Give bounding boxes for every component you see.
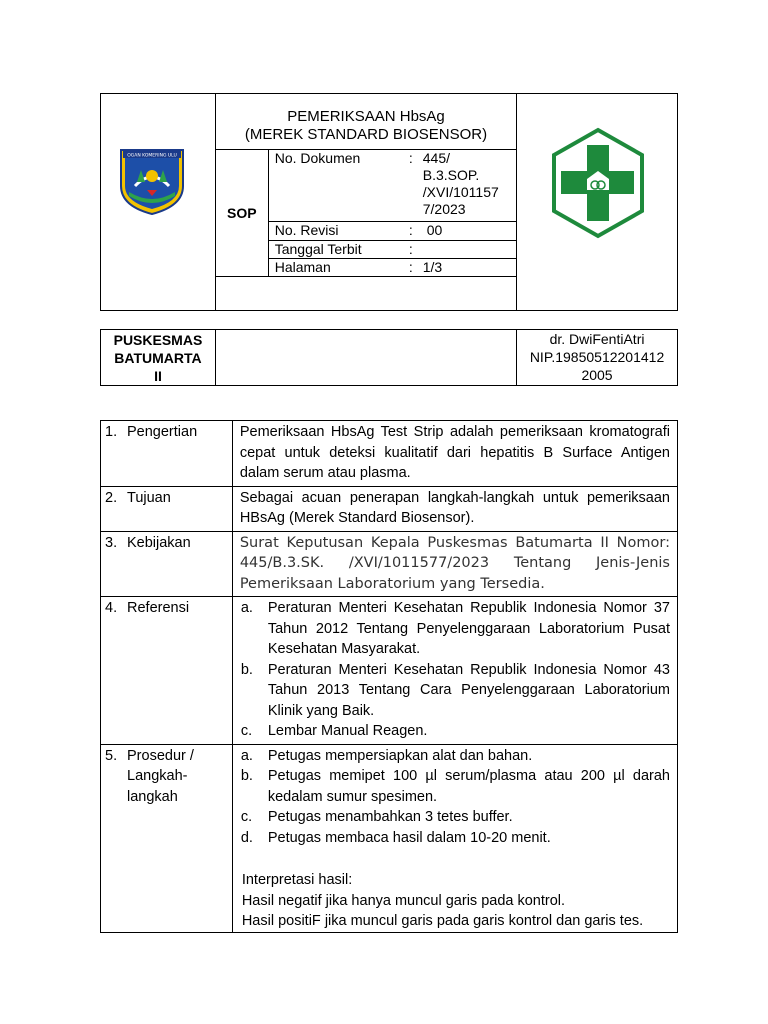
table-row: [101, 744, 678, 932]
table-row: [101, 597, 678, 745]
section-list: [232, 744, 677, 932]
section-text: Surat Keputusan Kepala Puskesmas Batumarta II Nomor: 445/B.3.SK. /XVI/1011577/2023 Tentang Jenis-Jenis Pemeriksaan Laboratorium yang Tersedia.: [232, 531, 677, 597]
revision-label: No. Revisi: [268, 222, 401, 241]
revision-value: 00: [421, 222, 517, 241]
interpretation-title: Interpretasi hasil:: [241, 872, 353, 888]
sop-header-table: OGAN KOMERING ULU PEMERIKSAAN HbsAg (MEREK STANDARD BIOSENSOR) SOP No. Dokumen : 445/ B.3.SOP. /XVI/101157 7/2023 No. Revisi : 00 Tanggal Terbit : Halaman : 1/3: [100, 93, 678, 311]
list-item: a. Petugas mempersiapkan alat dan bahan.: [240, 747, 533, 764]
list-item: d. Petugas membaca hasil dalam 10-20 menit.: [240, 829, 551, 846]
org-table: [100, 329, 678, 386]
list-item: b. Peraturan Menteri Kesehatan Republik Indonesia Nomor 43 Tahun 2013 Tentang Cara Penyelenggaraan Laboratorium Klinik yang Baik.: [240, 661, 670, 719]
page-value: 1/3: [421, 259, 517, 277]
section-label: 1. Pengertian: [101, 421, 233, 487]
regency-emblem-icon: [117, 146, 187, 216]
svg-text:OGAN KOMERING ULU: OGAN KOMERING ULU: [127, 153, 177, 159]
right-logo-cell: [517, 94, 678, 311]
table-row: [101, 421, 678, 487]
sop-label: SOP: [215, 150, 268, 277]
section-label: 3. Kebijakan: [101, 531, 233, 597]
document-title: PEMERIKSAAN HbsAg (MEREK STANDARD BIOSENSOR): [215, 94, 516, 150]
section-list: [232, 597, 677, 745]
page-label: Halaman: [268, 259, 401, 277]
puskesmas-name: PUSKESMAS BATUMARTA II: [101, 330, 216, 386]
list-item: a. Peraturan Menteri Kesehatan Republik Indonesia Nomor 37 Tahun 2012 Tentang Penyelenggaraan Laboratorium Pusat Kesehatan Masyarakat.: [240, 600, 670, 657]
signer-block: dr. DwiFentiAtri NIP.19850512201412 2005: [517, 330, 678, 386]
section-text: Pemeriksaan HbsAg Test Strip adalah pemeriksaan kromatografi cepat untuk deteksi kualitatif dari hepatitis B Surface Antigen dalam serum atau plasma.: [232, 421, 677, 487]
table-row: [101, 531, 678, 597]
table-row: [101, 486, 678, 531]
header-empty-row: [215, 277, 516, 311]
list-item: b. Petugas memipet 100 µl serum/plasma atau 200 µl darah kedalam sumur spesimen.: [240, 768, 670, 805]
puskesmas-cross-logo-icon: [550, 127, 646, 241]
interpretation-negative: Hasil negatif jika hanya muncul garis pada kontrol.: [241, 892, 566, 909]
section-label: 5. Prosedur / Langkah- langkah: [101, 744, 233, 932]
section-label: 4. Referensi: [101, 597, 233, 745]
doc-number-label: No. Dokumen: [268, 150, 401, 222]
doc-number-value: 445/ B.3.SOP. /XVI/101157 7/2023: [421, 150, 517, 222]
section-label: 2. Tujuan: [101, 486, 233, 531]
issue-date-value: [421, 241, 517, 259]
interpretation-positive: Hasil positiF jika muncul garis pada garis kontrol dan garis tes.: [241, 913, 644, 929]
org-empty-cell: [215, 330, 516, 386]
sop-content-table: [100, 420, 678, 933]
section-text: Sebagai acuan penerapan langkah-langkah untuk pemeriksaan HBsAg (Merek Standard Biosensor).: [232, 486, 677, 531]
left-logo-cell: [101, 94, 216, 311]
list-item: c. Petugas menambahkan 3 tetes buffer.: [240, 809, 513, 825]
issue-date-label: Tanggal Terbit: [268, 241, 401, 259]
list-item: c. Lembar Manual Reagen.: [240, 723, 428, 739]
